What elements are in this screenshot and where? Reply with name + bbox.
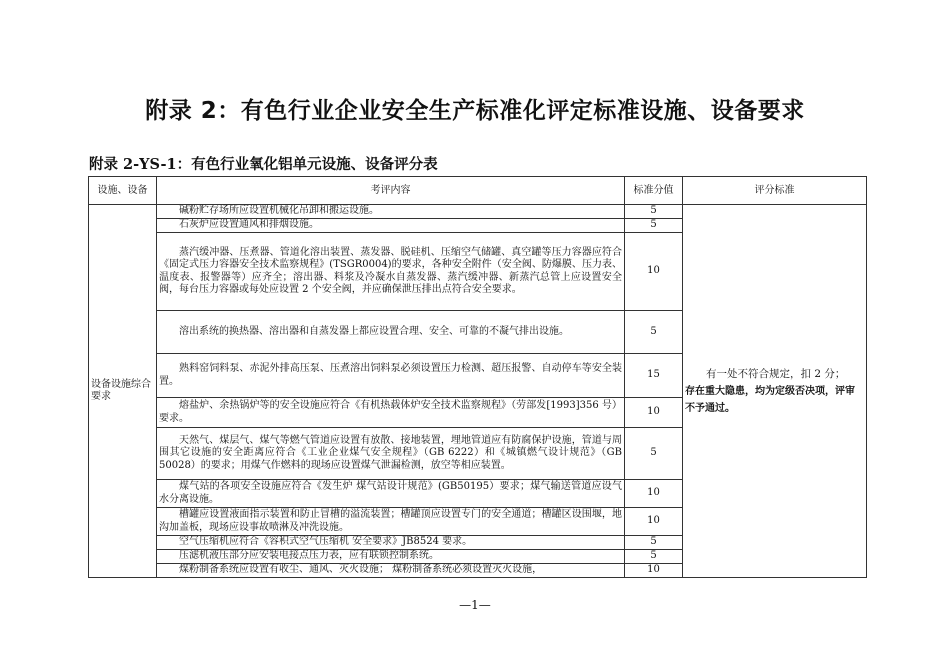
page-number: —1—: [459, 598, 491, 612]
row-score: 5: [625, 205, 683, 219]
header-score: 标准分值: [625, 177, 683, 205]
row-score: 5: [625, 219, 683, 233]
row-content: 碱粉贮存场所应设置机械化吊卸和搬运设施。: [157, 205, 625, 219]
row-content: 压滤机液压部分应安装电接点压力表，应有联锁控制系统。: [157, 550, 625, 564]
row-content: 溶出系统的换热器、溶出器和自蒸发器上都应设置合理、安全、可靠的不凝气排出设施。: [157, 311, 625, 354]
row-score: 5: [625, 311, 683, 354]
row-content: 熟料窑饲料泵、赤泥外排高压泵、压煮溶出饲料泵必须设置压力检测、超压报警、自动停车等安全装置。: [157, 354, 625, 398]
evaluation-table: [88, 176, 867, 578]
row-score: 5: [625, 550, 683, 564]
table-header-row: [89, 177, 867, 205]
row-content: 熔盐炉、余热锅炉等的安全设施应符合《有机热载体炉安全技术监察规程》（劳部发[1993]356 号）要求。: [157, 398, 625, 428]
row-content: 煤粉制备系统应设置有收尘、通风、灭火设施； 煤粉制备系统必须设置灭火设施，: [157, 564, 625, 578]
row-content: 槽罐应设置液面指示装置和防止冒槽的溢流装置；槽罐顶应设置专门的安全通道；槽罐区设围堰，地沟加盖板，现场应设事故喷淋及冲洗设施。: [157, 508, 625, 536]
row-score: 10: [625, 233, 683, 311]
header-content: 考评内容: [157, 177, 625, 205]
category-cell: 设备设施综合要求: [89, 205, 157, 578]
row-content: 空气压缩机应符合《容积式空气压缩机 安全要求》JB8524 要求。: [157, 536, 625, 550]
row-content: 石灰炉应设置通风和排烟设施。: [157, 219, 625, 233]
criteria-veto: 存在重大隐患，均为定级否决项，评审不予通过。: [685, 385, 855, 414]
header-category: 设施、设备: [89, 177, 157, 205]
row-score: 10: [625, 564, 683, 578]
table-subtitle: 附录 2-YS-1：有色行业氧化铝单元设施、设备评分表: [89, 156, 438, 173]
row-content: 天然气、煤层气、煤气等燃气管道应设置有放散、接地装置，埋地管道应有防腐保护设施，管道与周围其它设施的安全距离应符合《工业企业煤气安全规程》（GB 6222）和《城镇燃气设计规范》（GB 50028）的要求；用煤气作燃料的现场应设置煤气泄漏检测，放空等相应装置。: [157, 428, 625, 480]
row-content: 蒸汽缓冲器、压煮器、管道化溶出装置、蒸发器、脱硅机、压缩空气储罐、真空罐等压力容器应符合《固定式压力容器安全技术监察规程》(TSGR0004)的要求，各种安全附件（安全阀、防爆膜、压力表、温度表、报警器等）应齐全；溶出器、料浆及冷凝水自蒸发器、蒸汽缓冲器、新蒸汽总管上应设置安全阀，每台压力容器或每处应设置 2 个安全阀，并应确保泄压排出点符合安全要求。: [157, 233, 625, 311]
row-score: 10: [625, 508, 683, 536]
row-content: 煤气站的各项安全设施应符合《发生炉 煤气站设计规范》(GB50195）要求；煤气输送管道应设气水分离设施。: [157, 480, 625, 508]
row-score: 15: [625, 354, 683, 398]
criteria-deduction: 有一处不符合规定，扣 2 分；: [706, 367, 846, 380]
row-score: 5: [625, 428, 683, 480]
table-row: [89, 205, 867, 219]
row-score: 10: [625, 398, 683, 428]
criteria-cell: [683, 205, 867, 578]
row-score: 5: [625, 536, 683, 550]
row-score: 10: [625, 480, 683, 508]
header-criteria: 评分标准: [683, 177, 867, 205]
page-title: 附录 2：有色行业企业安全生产标准化评定标准设施、设备要求: [145, 98, 805, 124]
